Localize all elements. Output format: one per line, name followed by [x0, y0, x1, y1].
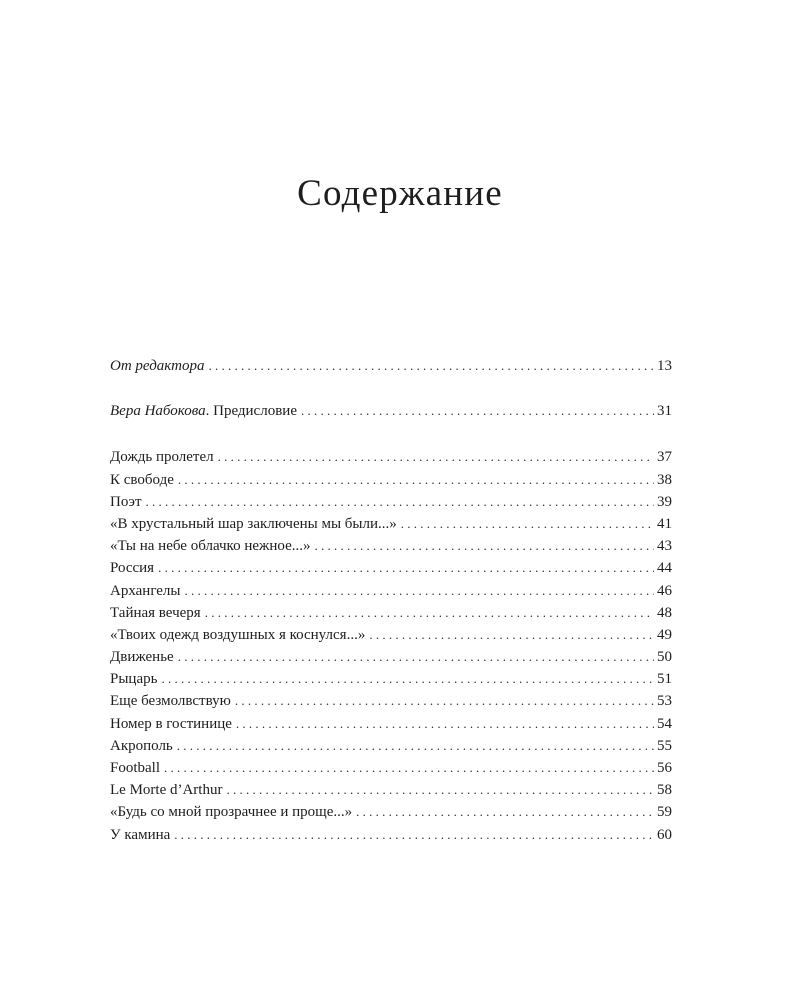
toc-entry[interactable] — [110, 469, 672, 491]
dot-leader — [208, 355, 654, 377]
toc-entry-page: 46 — [657, 582, 672, 599]
toc-entry-title — [110, 400, 301, 422]
dot-leader — [161, 668, 654, 690]
toc-entry-page: 39 — [657, 493, 672, 510]
dot-leader — [226, 779, 654, 801]
toc-entry-title: «Твоих одежд воздушных я коснулся...» — [110, 626, 366, 643]
toc-entry[interactable] — [110, 668, 672, 690]
dot-leader — [164, 757, 654, 779]
toc-entry-title: Акрополь — [110, 737, 173, 754]
toc-entry[interactable] — [110, 580, 672, 602]
toc-entry-title: Архангелы — [110, 582, 181, 599]
toc-entry-title: «Ты на небе облачко нежное...» — [110, 538, 311, 555]
dot-leader — [178, 646, 654, 668]
toc-entry-page: 55 — [657, 737, 672, 754]
toc-entry[interactable] — [110, 557, 672, 579]
toc-entry-page: 59 — [657, 804, 672, 821]
toc-entry-title: Россия — [110, 560, 155, 577]
toc-entry-italic-title: От редактора — [110, 358, 205, 374]
toc-entry[interactable] — [110, 513, 672, 535]
toc-entry[interactable] — [110, 646, 672, 668]
toc-entry-ot-redaktora[interactable] — [110, 355, 672, 377]
toc-entry[interactable] — [110, 602, 672, 624]
toc-entry-title: Тайная вечеря — [110, 604, 201, 621]
dot-leader — [177, 735, 654, 757]
toc-entry-page: 53 — [657, 693, 672, 710]
toc-entry-page: 31 — [657, 403, 672, 420]
toc-entry-title — [110, 355, 208, 377]
dot-leader — [315, 535, 655, 557]
toc-entry-title: Номер в гостинице — [110, 715, 232, 732]
toc-entry-title: Еще безмолвствую — [110, 693, 231, 710]
toc-entry-page: 54 — [657, 715, 672, 732]
toc-entry[interactable] — [110, 535, 672, 557]
dot-leader — [146, 491, 654, 513]
toc-entry-title: К свободе — [110, 471, 174, 488]
toc-entry[interactable] — [110, 824, 672, 846]
toc-entry[interactable] — [110, 690, 672, 712]
dot-leader — [236, 713, 654, 735]
toc-entry-title: «В хрустальный шар заключены мы были...» — [110, 515, 397, 532]
toc-entry-title: Дождь пролетел — [110, 449, 214, 466]
toc-entry-title: Движенье — [110, 649, 174, 666]
dot-leader — [369, 624, 654, 646]
toc-entry-page: 38 — [657, 471, 672, 488]
table-of-contents — [110, 355, 672, 846]
toc-entry[interactable] — [110, 713, 672, 735]
dot-leader — [185, 580, 655, 602]
dot-leader — [174, 824, 654, 846]
toc-entry-page: 56 — [657, 760, 672, 776]
toc-entry-title: Поэт — [110, 493, 142, 510]
toc-entry-page: 13 — [657, 358, 672, 374]
dot-leader — [218, 446, 654, 468]
toc-entry-title: Le Morte d’Arthur — [110, 782, 223, 799]
dot-leader — [235, 690, 654, 712]
toc-entry-title: Football — [110, 760, 161, 776]
toc-entry-title-text: . Предисловие — [205, 403, 297, 420]
dot-leader — [356, 801, 654, 823]
toc-entry-page: 48 — [657, 604, 672, 621]
dot-leader — [205, 602, 654, 624]
toc-entry[interactable] — [110, 757, 672, 779]
toc-entry-title: У камина — [110, 826, 171, 843]
toc-entry-italic-author: Вера Набокова — [110, 403, 206, 420]
toc-entry-title: Рыцарь — [110, 671, 158, 688]
toc-entry-page: 44 — [657, 560, 672, 577]
toc-entry-page: 50 — [657, 649, 672, 666]
toc-entry-page: 49 — [657, 626, 672, 643]
toc-entry[interactable] — [110, 624, 672, 646]
toc-entry[interactable] — [110, 446, 672, 468]
toc-entry-page: 37 — [657, 449, 672, 466]
page-title: Содержание — [297, 173, 503, 214]
toc-entry[interactable] — [110, 779, 672, 801]
toc-entry-page: 41 — [657, 515, 672, 532]
dot-leader — [401, 513, 654, 535]
toc-entry-title: «Будь со мной прозрачнее и проще...» — [110, 804, 353, 821]
toc-entry-page: 60 — [657, 826, 672, 843]
toc-entry-page: 58 — [657, 782, 672, 799]
toc-entry[interactable] — [110, 491, 672, 513]
dot-leader — [301, 400, 654, 422]
toc-entry-predislovie[interactable] — [110, 400, 672, 422]
toc-entry[interactable] — [110, 801, 672, 823]
dot-leader — [158, 557, 654, 579]
toc-entry-page: 51 — [657, 671, 672, 688]
dot-leader — [178, 469, 654, 491]
toc-entry[interactable] — [110, 735, 672, 757]
toc-entry-page: 43 — [657, 538, 672, 555]
